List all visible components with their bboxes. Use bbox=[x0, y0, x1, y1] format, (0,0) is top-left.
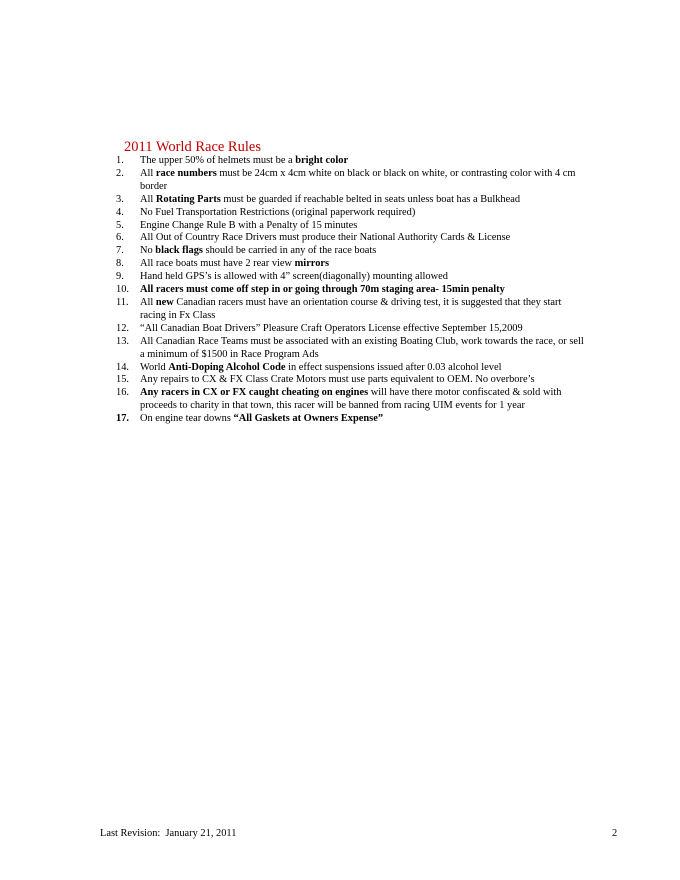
rule-number: 16. bbox=[116, 387, 129, 399]
rule-text-segment: The upper 50% of helmets must be a bbox=[140, 155, 296, 166]
rule-text-bold-segment: race numbers bbox=[155, 167, 217, 179]
rule-text bbox=[140, 220, 357, 231]
rule-number: 14. bbox=[116, 361, 129, 373]
rule-number: 1. bbox=[116, 155, 124, 166]
rule-text bbox=[140, 194, 520, 205]
rule-text bbox=[140, 207, 415, 218]
rule-item bbox=[116, 297, 586, 323]
rule-number: 13. bbox=[116, 335, 129, 347]
footer-page-number: 2 bbox=[612, 828, 618, 839]
rule-item bbox=[116, 336, 586, 362]
rule-text-segment: All Out of Country Race Drivers must produce their National Authority Cards & License bbox=[140, 232, 511, 244]
rule-text bbox=[140, 155, 348, 166]
rule-item bbox=[116, 271, 586, 284]
rule-text-segment: On engine tear downs bbox=[140, 413, 234, 425]
rule-text-segment: World bbox=[140, 361, 169, 373]
rule-number: 9. bbox=[116, 271, 124, 283]
rule-text bbox=[140, 258, 329, 269]
rule-text-segment: Any repairs to CX & FX Class Crate Motors must use parts equivalent to OEM. No overbore’s bbox=[140, 374, 535, 386]
rule-text-segment: must be guarded if reachable belted in seats unless boat has a Bulkhead bbox=[220, 193, 521, 205]
rule-text-bold-segment: new bbox=[155, 296, 174, 308]
rule-item bbox=[116, 168, 586, 194]
rule-text-segment: All bbox=[140, 167, 156, 179]
rule-text-segment: in effect suspensions issued after 0.03 alcohol level bbox=[285, 361, 502, 373]
rule-text-bold-segment: Any racers in CX or FX caught cheating on engines bbox=[140, 387, 369, 399]
rule-text-segment: should be carried in any of the race boats bbox=[202, 245, 377, 257]
rule-text-segment: must be 24cm x 4cm white on black or black on white, or contrasting color with 4 cm border bbox=[140, 167, 576, 192]
rule-item bbox=[116, 258, 586, 271]
rule-text bbox=[140, 245, 376, 256]
rule-item bbox=[116, 245, 586, 258]
rule-text bbox=[140, 168, 575, 192]
rule-item bbox=[116, 413, 586, 426]
rule-text-segment: No bbox=[140, 245, 156, 257]
rule-text bbox=[140, 374, 535, 385]
rule-text-segment: Hand held GPS’s is allowed with 4” screen(diagonally) mounting allowed bbox=[140, 271, 448, 283]
rule-item bbox=[116, 374, 586, 387]
rule-text-bold-segment: “All Gaskets at Owners Expense” bbox=[233, 413, 384, 425]
rule-item bbox=[116, 194, 586, 207]
rule-item bbox=[116, 207, 586, 220]
rule-number: 4. bbox=[116, 206, 124, 218]
footer-revision: Last Revision: January 21, 2011 bbox=[100, 828, 237, 839]
rule-text-segment: Canadian racers must have an orientation course & driving test, it is suggested that they start racing in Fx Class bbox=[140, 296, 562, 321]
rule-text bbox=[140, 413, 383, 424]
rule-item bbox=[116, 232, 586, 245]
rule-text bbox=[140, 297, 561, 321]
rule-number: 12. bbox=[116, 322, 129, 334]
rule-item bbox=[116, 220, 586, 233]
rule-text-segment: No Fuel Transportation Restrictions (original paperwork required) bbox=[140, 206, 416, 218]
rule-text-segment: All race boats must have 2 rear view bbox=[140, 258, 295, 270]
rule-text bbox=[140, 387, 561, 411]
rule-text-segment: All bbox=[140, 193, 156, 205]
document-title: 2011 World Race Rules bbox=[124, 139, 261, 155]
rule-number: 10. bbox=[116, 284, 129, 296]
rule-number: 5. bbox=[116, 219, 124, 231]
rule-number: 3. bbox=[116, 193, 124, 205]
rule-text-bold-segment: All racers must come off step in or going through 70m staging area- 15min penalty bbox=[140, 284, 505, 296]
rule-text-segment: All bbox=[140, 296, 156, 308]
rule-text bbox=[140, 271, 448, 282]
rule-text-bold-segment: Rotating Parts bbox=[155, 193, 221, 205]
rule-item bbox=[116, 323, 586, 336]
rule-text-bold-segment: bright color bbox=[295, 155, 349, 166]
rule-item bbox=[116, 362, 586, 375]
rule-number: 2. bbox=[116, 167, 124, 179]
rule-text bbox=[140, 284, 505, 295]
rule-text bbox=[140, 362, 501, 373]
rule-number: 15. bbox=[116, 374, 129, 386]
rule-text-segment: All Canadian Race Teams must be associated with an existing Boating Club, work towards the race, or sell a minimum of $1500 in Race Program Ads bbox=[140, 335, 584, 360]
rule-number: 8. bbox=[116, 258, 124, 270]
rule-item bbox=[116, 284, 586, 297]
rule-text bbox=[140, 336, 584, 360]
rule-text-segment: will have there motor confiscated & sold with proceeds to charity in that town, this racer will be banned from racing UIM events for 1 year bbox=[140, 387, 562, 412]
rules-list bbox=[116, 155, 586, 426]
rule-number: 17. bbox=[116, 413, 129, 425]
rule-text-bold-segment: black flags bbox=[155, 245, 203, 257]
rule-text-segment: “All Canadian Boat Drivers” Pleasure Craft Operators License effective September 15,2009 bbox=[140, 322, 523, 334]
rule-item bbox=[116, 387, 586, 413]
rule-number: 6. bbox=[116, 232, 124, 244]
rule-number: 7. bbox=[116, 245, 124, 257]
rule-item bbox=[116, 155, 586, 168]
rule-text bbox=[140, 232, 510, 243]
rule-number: 11. bbox=[116, 296, 129, 308]
rule-text-bold-segment: mirrors bbox=[294, 258, 330, 270]
rule-text-segment: Engine Change Rule B with a Penalty of 15 minutes bbox=[140, 219, 358, 231]
rule-text-bold-segment: Anti-Doping Alcohol Code bbox=[168, 361, 286, 373]
rule-text bbox=[140, 323, 523, 334]
